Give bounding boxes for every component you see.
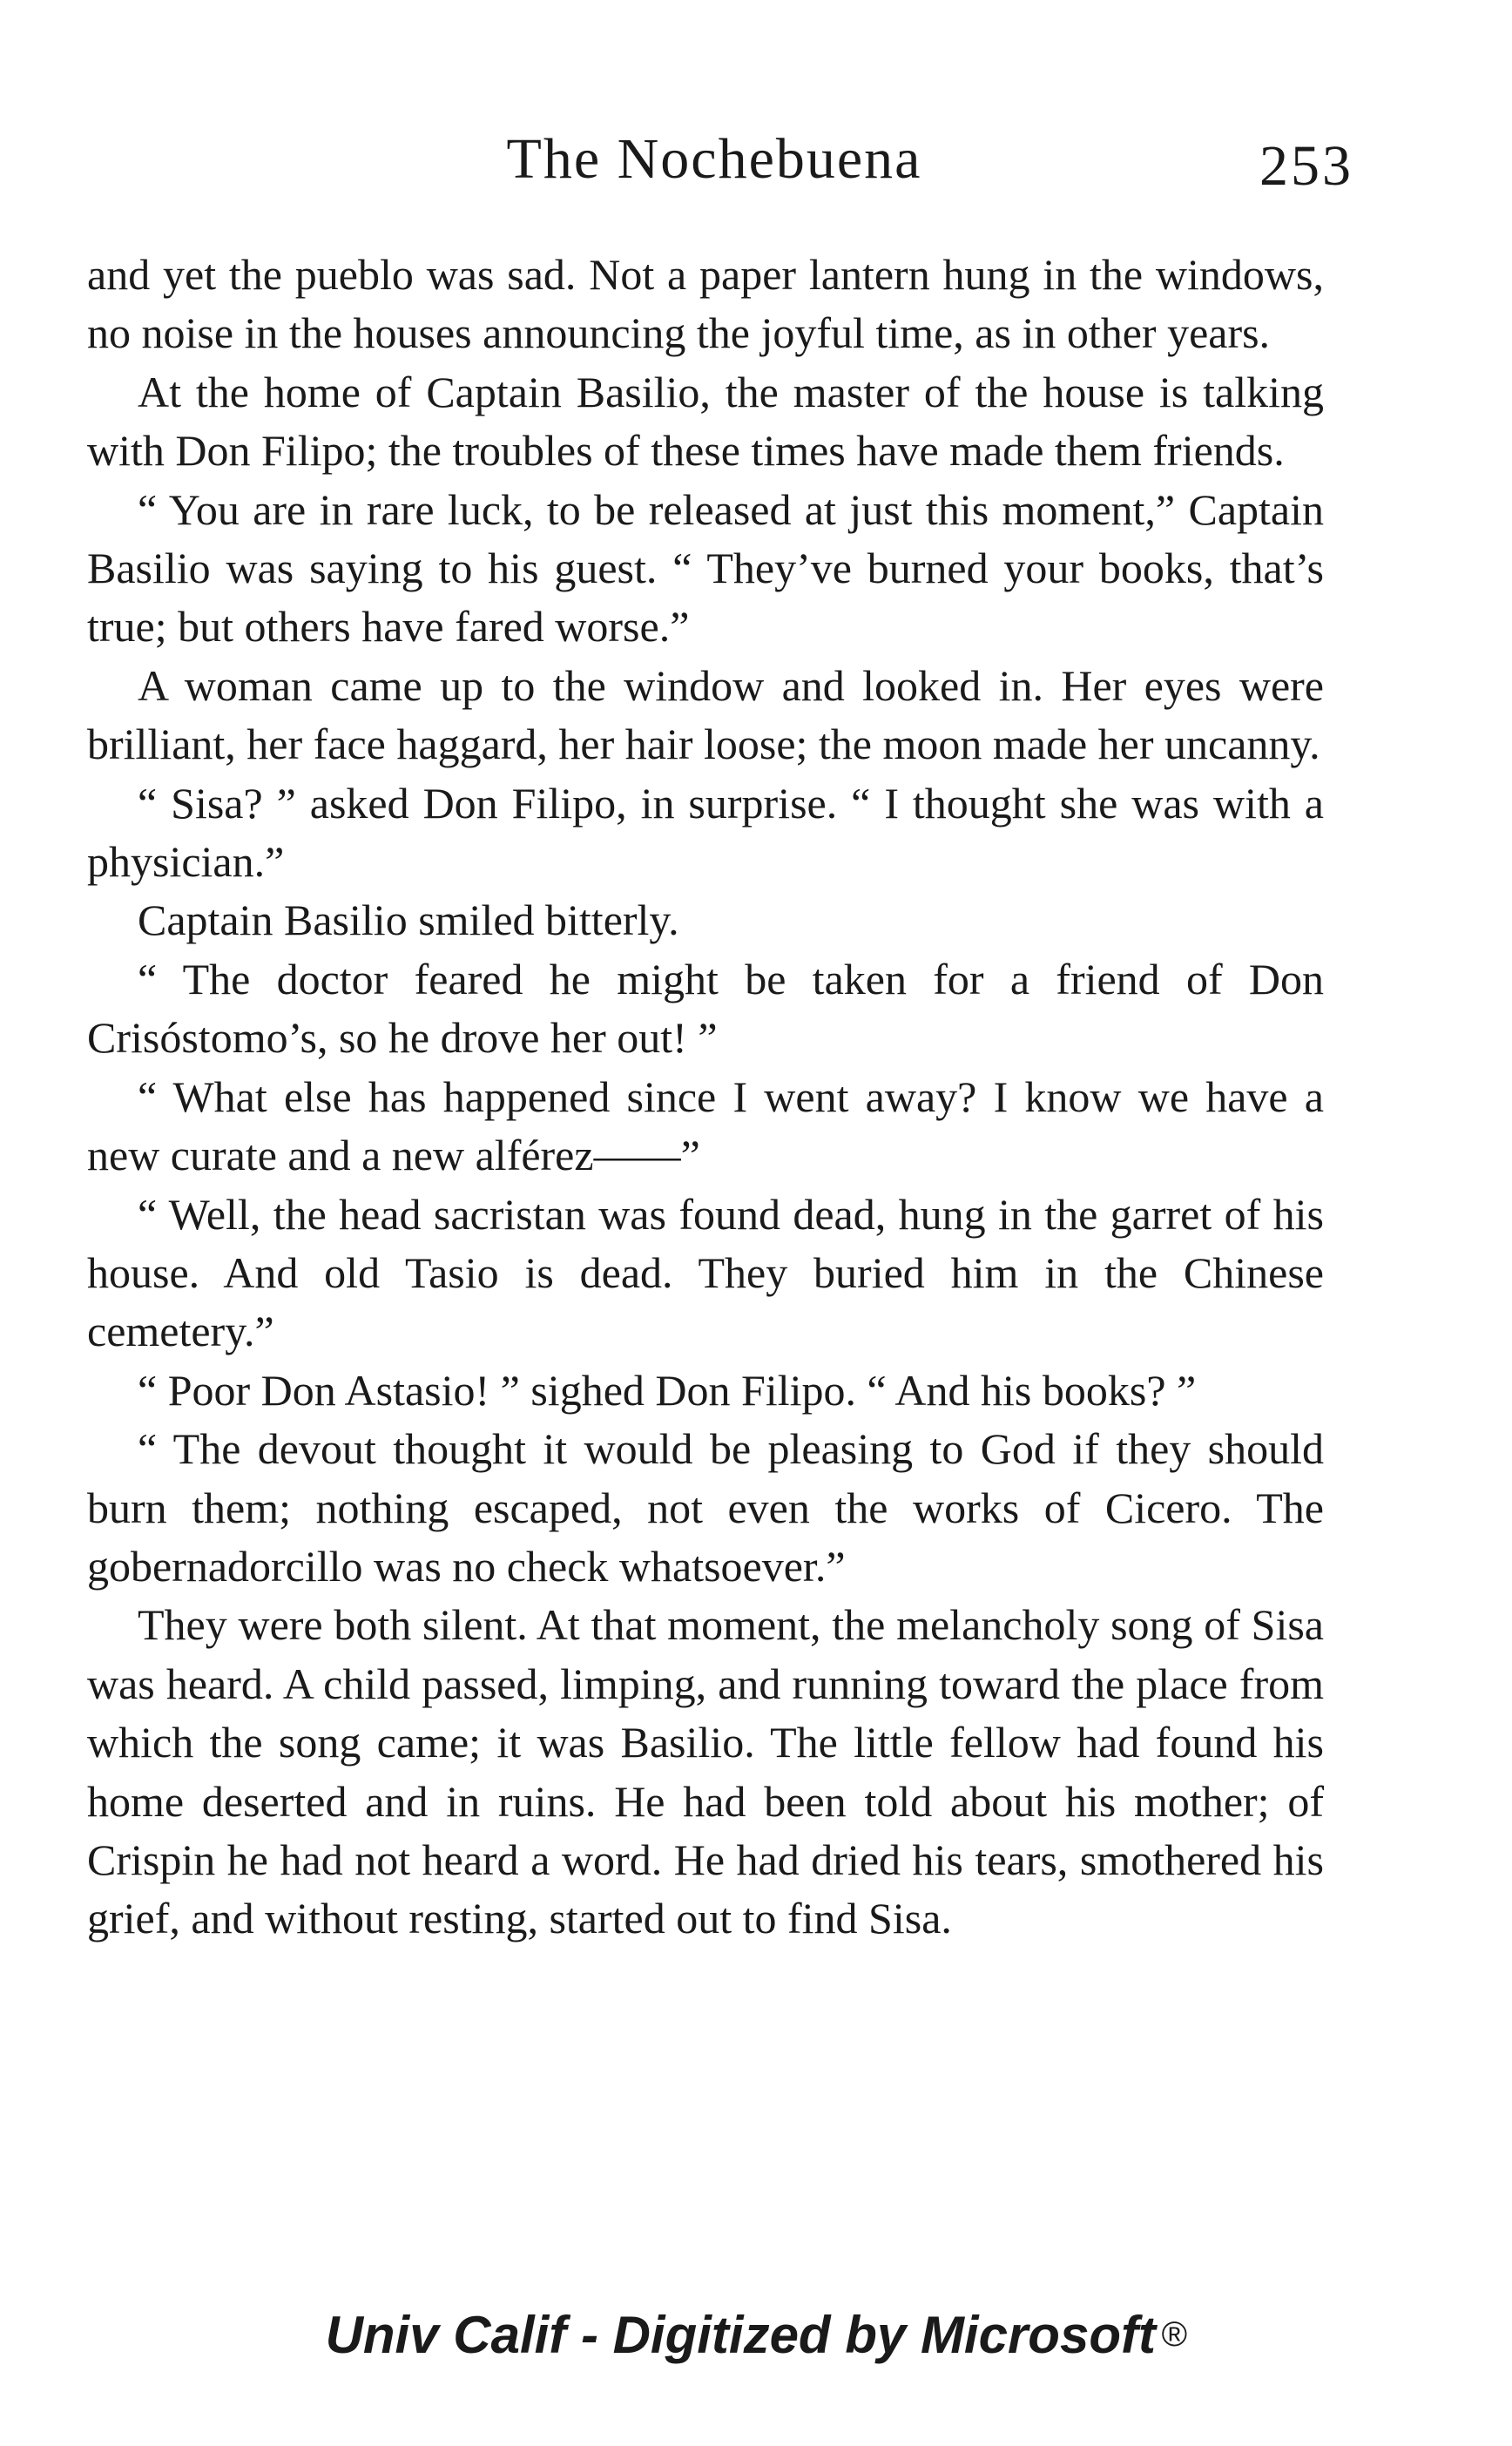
paragraph: A woman came up to the window and looked in. Her eyes were brilliant, her face haggard, her hair loose; the moon made her uncanny.	[87, 660, 1324, 769]
paragraph: “ Well, the head sacristan was found dead, hung in the garret of his house. And old Tasio is dead. They buried him in the Chinese cemetery.”	[87, 1189, 1324, 1356]
body-text	[87, 246, 1324, 1949]
page-number: 253	[1259, 134, 1353, 198]
chapter-title: The Nochebuena	[506, 127, 922, 191]
watermark-text: Univ Calif - Digitized by Microsoft	[325, 2306, 1156, 2364]
running-head	[87, 120, 1353, 199]
paragraph: “ You are in rare luck, to be released at just this moment,” Captain Basilio was saying to his guest. “ They’ve burned your books, that’s true; but others have fared worse.”	[87, 484, 1324, 652]
registered-mark: ®	[1160, 2315, 1187, 2354]
paragraph: “ What else has happened since I went away? I know we have a new curate and a new alférez——”	[87, 1071, 1324, 1180]
paragraph: “ Poor Don Astasio! ” sighed Don Filipo. “ And his books? ”	[138, 1365, 1197, 1415]
paragraph: At the home of Captain Basilio, the master of the house is talking with Don Filipo; the troubles of these times have made them friends.	[87, 367, 1324, 476]
paragraph-continuation: and yet the pueblo was sad. Not a paper lantern hung in the windows, no noise in the houses announcing the joyful time, as in other years.	[87, 250, 1324, 358]
paragraph: “ The devout thought it would be pleasing to God if they should burn them; nothing escaped, not even the works of Cicero. The gobernadorcillo was no check whatsoever.”	[87, 1424, 1324, 1591]
digitization-watermark	[0, 2300, 1512, 2370]
paragraph: “ Sisa? ” asked Don Filipo, in surprise. “ I thought she was with a physician.”	[87, 778, 1324, 887]
paragraph: “ The doctor feared he might be taken for a friend of Don Crisóstomo’s, so he drove her out! ”	[87, 954, 1324, 1063]
paragraph: They were both silent. At that moment, the melancholy song of Sisa was heard. A child passed, limping, and running toward the place from which the song came; it was Basilio. The little fellow had found his home deserted and in ruins. He had been told about his mother; of Crispin he had not heard a word. He had dried his tears, smothered his grief, and without resting, started out to find Sisa.	[87, 1600, 1324, 1943]
paragraph: Captain Basilio smiled bitterly.	[138, 895, 679, 945]
